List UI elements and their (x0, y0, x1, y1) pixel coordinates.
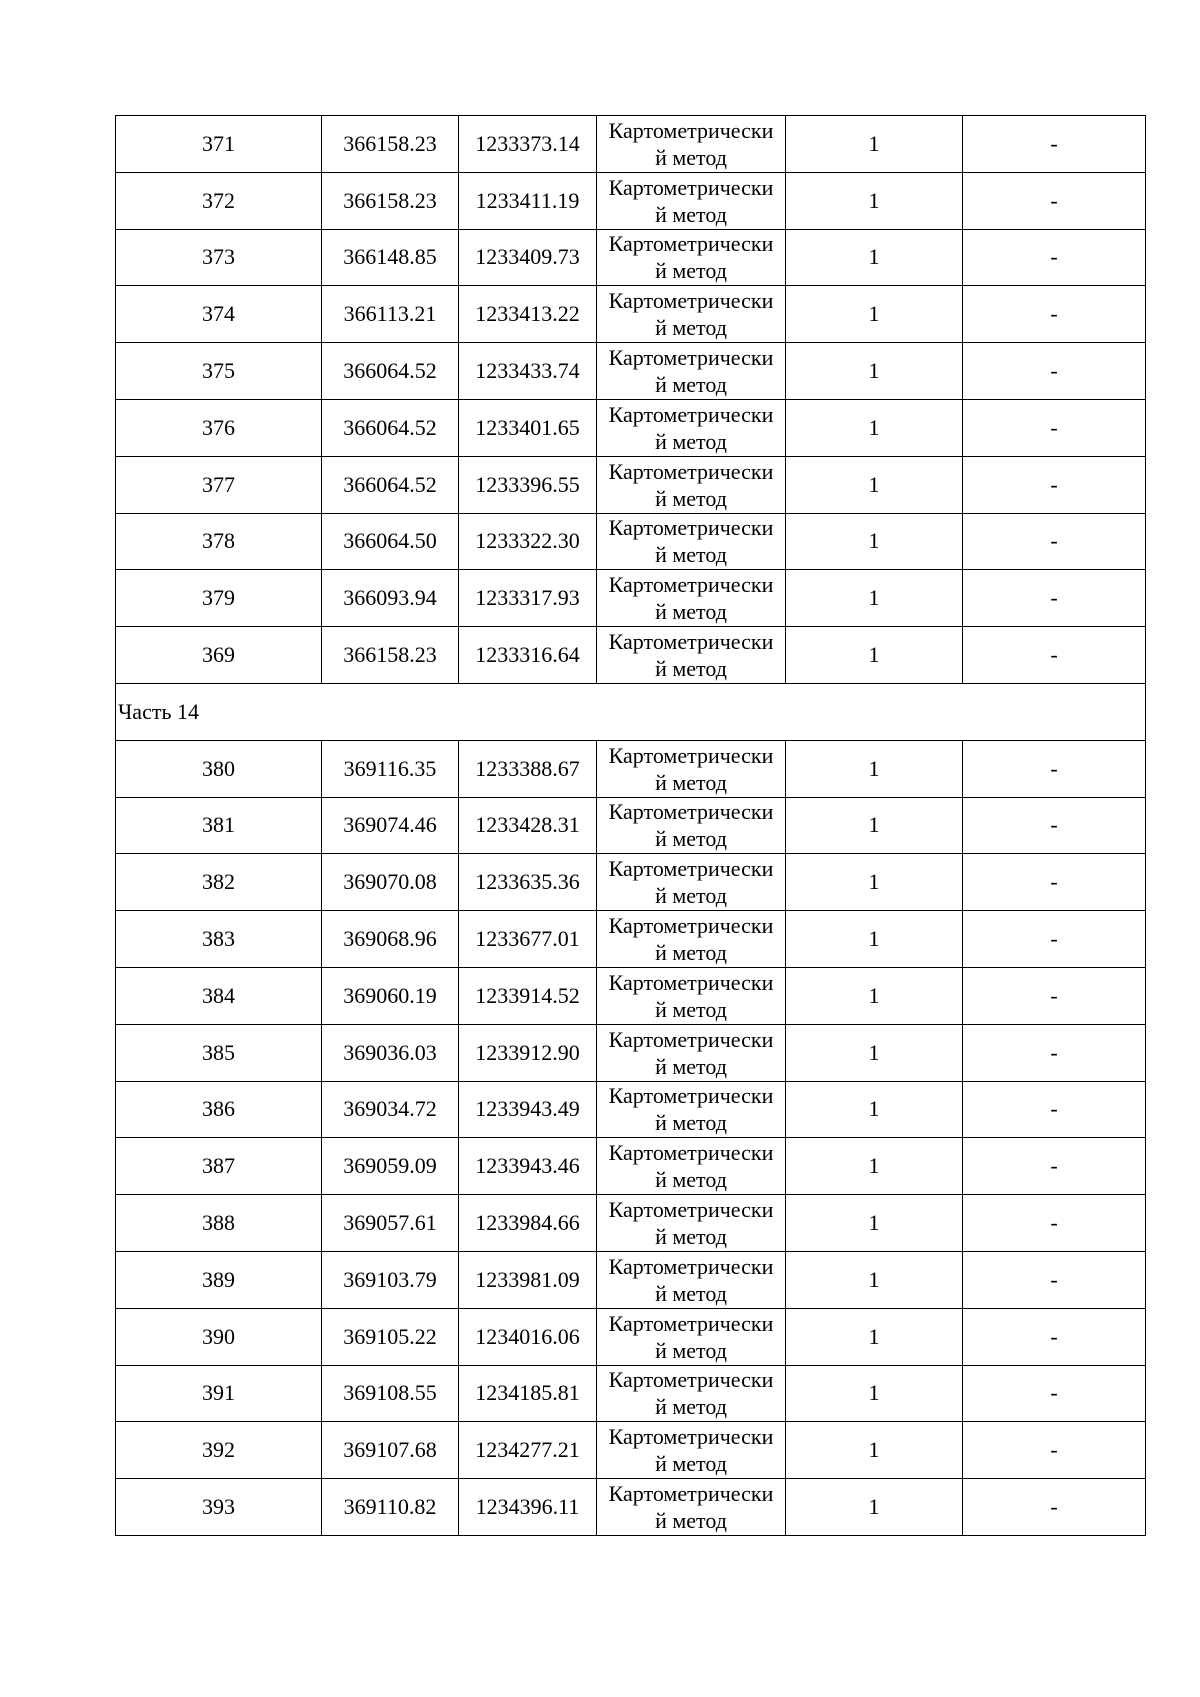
point-number-cell: 392 (116, 1422, 322, 1479)
method-text-line: й метод (655, 1110, 727, 1136)
table-row (116, 1138, 1146, 1195)
point-number-cell: 383 (116, 911, 322, 968)
point-number-cell: 384 (116, 967, 322, 1024)
table-row (116, 570, 1146, 627)
y-coordinate-cell: 1234277.21 (459, 1422, 597, 1479)
x-coordinate-cell: 369059.09 (322, 1138, 459, 1195)
method-cell (597, 740, 786, 797)
y-coordinate-cell: 1234396.11 (459, 1479, 597, 1536)
method-cell (597, 399, 786, 456)
method-text-line: й метод (655, 258, 727, 284)
x-coordinate-cell: 369060.19 (322, 967, 459, 1024)
method-cell (597, 1308, 786, 1365)
note-cell: - (963, 1251, 1146, 1308)
accuracy-cell: 1 (786, 1479, 963, 1536)
y-coordinate-cell: 1233981.09 (459, 1251, 597, 1308)
y-coordinate-cell: 1233943.46 (459, 1138, 597, 1195)
note-cell: - (963, 1024, 1146, 1081)
x-coordinate-cell: 369057.61 (322, 1195, 459, 1252)
coordinates-table (115, 115, 1146, 1536)
accuracy-cell: 1 (786, 911, 963, 968)
method-text-line: й метод (655, 1451, 727, 1477)
point-number-cell: 387 (116, 1138, 322, 1195)
x-coordinate-cell: 369110.82 (322, 1479, 459, 1536)
point-number-cell: 390 (116, 1308, 322, 1365)
method-text-line: Картометрически (608, 1253, 774, 1279)
y-coordinate-cell: 1233984.66 (459, 1195, 597, 1252)
table-row (116, 1195, 1146, 1252)
method-text-line: Картометрически (608, 742, 774, 768)
point-number-cell: 376 (116, 399, 322, 456)
table-row (116, 513, 1146, 570)
point-number-cell: 374 (116, 286, 322, 343)
x-coordinate-cell: 369116.35 (322, 740, 459, 797)
method-text-line: Картометрически (608, 1424, 774, 1450)
table-row (116, 172, 1146, 229)
accuracy-cell: 1 (786, 172, 963, 229)
section-label: Часть 14 (116, 683, 1146, 740)
x-coordinate-cell: 369068.96 (322, 911, 459, 968)
table-row (116, 740, 1146, 797)
x-coordinate-cell: 369034.72 (322, 1081, 459, 1138)
method-text-line: й метод (655, 1394, 727, 1420)
y-coordinate-cell: 1233316.64 (459, 627, 597, 684)
accuracy-cell: 1 (786, 1308, 963, 1365)
note-cell: - (963, 967, 1146, 1024)
note-cell: - (963, 627, 1146, 684)
table-row (116, 797, 1146, 854)
point-number-cell: 380 (116, 740, 322, 797)
method-cell (597, 1081, 786, 1138)
accuracy-cell: 1 (786, 1365, 963, 1422)
method-cell (597, 456, 786, 513)
method-cell (597, 116, 786, 173)
method-text-line: й метод (655, 1508, 727, 1534)
method-text-line: й метод (655, 1053, 727, 1079)
y-coordinate-cell: 1233373.14 (459, 116, 597, 173)
point-number-cell: 393 (116, 1479, 322, 1536)
y-coordinate-cell: 1233914.52 (459, 967, 597, 1024)
y-coordinate-cell: 1234016.06 (459, 1308, 597, 1365)
table-row (116, 967, 1146, 1024)
method-cell (597, 1195, 786, 1252)
x-coordinate-cell: 366158.23 (322, 172, 459, 229)
method-cell (597, 1138, 786, 1195)
x-coordinate-cell: 369036.03 (322, 1024, 459, 1081)
note-cell: - (963, 456, 1146, 513)
method-cell (597, 967, 786, 1024)
method-cell (597, 286, 786, 343)
method-text-line: Картометрически (608, 1140, 774, 1166)
accuracy-cell: 1 (786, 1024, 963, 1081)
accuracy-cell: 1 (786, 456, 963, 513)
x-coordinate-cell: 369108.55 (322, 1365, 459, 1422)
note-cell: - (963, 116, 1146, 173)
y-coordinate-cell: 1233317.93 (459, 570, 597, 627)
method-text-line: й метод (655, 1167, 727, 1193)
x-coordinate-cell: 369103.79 (322, 1251, 459, 1308)
y-coordinate-cell: 1234185.81 (459, 1365, 597, 1422)
table-row (116, 456, 1146, 513)
method-text-line: Картометрически (608, 117, 774, 143)
method-text-line: й метод (655, 769, 727, 795)
point-number-cell: 373 (116, 229, 322, 286)
y-coordinate-cell: 1233413.22 (459, 286, 597, 343)
x-coordinate-cell: 366158.23 (322, 116, 459, 173)
accuracy-cell: 1 (786, 229, 963, 286)
table-row (116, 911, 1146, 968)
note-cell: - (963, 1365, 1146, 1422)
method-text-line: й метод (655, 315, 727, 341)
note-cell: - (963, 399, 1146, 456)
method-cell (597, 229, 786, 286)
table-row (116, 1251, 1146, 1308)
method-text-line: Картометрически (608, 1083, 774, 1109)
note-cell: - (963, 740, 1146, 797)
y-coordinate-cell: 1233677.01 (459, 911, 597, 968)
point-number-cell: 378 (116, 513, 322, 570)
point-number-cell: 371 (116, 116, 322, 173)
accuracy-cell: 1 (786, 1081, 963, 1138)
method-cell (597, 854, 786, 911)
method-text-line: й метод (655, 826, 727, 852)
table-row (116, 399, 1146, 456)
y-coordinate-cell: 1233411.19 (459, 172, 597, 229)
accuracy-cell: 1 (786, 1138, 963, 1195)
method-text-line: Картометрически (608, 174, 774, 200)
point-number-cell: 379 (116, 570, 322, 627)
note-cell: - (963, 343, 1146, 400)
note-cell: - (963, 1422, 1146, 1479)
method-text-line: Картометрически (608, 969, 774, 995)
accuracy-cell: 1 (786, 343, 963, 400)
x-coordinate-cell: 369074.46 (322, 797, 459, 854)
method-text-line: й метод (655, 201, 727, 227)
note-cell: - (963, 1195, 1146, 1252)
note-cell: - (963, 1138, 1146, 1195)
method-text-line: Картометрически (608, 401, 774, 427)
point-number-cell: 388 (116, 1195, 322, 1252)
note-cell: - (963, 911, 1146, 968)
accuracy-cell: 1 (786, 570, 963, 627)
method-text-line: Картометрически (608, 1367, 774, 1393)
y-coordinate-cell: 1233428.31 (459, 797, 597, 854)
accuracy-cell: 1 (786, 967, 963, 1024)
method-cell (597, 513, 786, 570)
y-coordinate-cell: 1233433.74 (459, 343, 597, 400)
x-coordinate-cell: 366064.52 (322, 456, 459, 513)
x-coordinate-cell: 366158.23 (322, 627, 459, 684)
note-cell: - (963, 513, 1146, 570)
note-cell: - (963, 797, 1146, 854)
method-cell (597, 172, 786, 229)
accuracy-cell: 1 (786, 627, 963, 684)
table-row (116, 1081, 1146, 1138)
method-text-line: й метод (655, 1280, 727, 1306)
y-coordinate-cell: 1233322.30 (459, 513, 597, 570)
accuracy-cell: 1 (786, 116, 963, 173)
x-coordinate-cell: 366093.94 (322, 570, 459, 627)
table-row (116, 854, 1146, 911)
note-cell: - (963, 286, 1146, 343)
point-number-cell: 372 (116, 172, 322, 229)
accuracy-cell: 1 (786, 1195, 963, 1252)
method-text-line: Картометрически (608, 629, 774, 655)
accuracy-cell: 1 (786, 399, 963, 456)
y-coordinate-cell: 1233388.67 (459, 740, 597, 797)
y-coordinate-cell: 1233635.36 (459, 854, 597, 911)
table-row (116, 627, 1146, 684)
method-text-line: й метод (655, 144, 727, 170)
point-number-cell: 381 (116, 797, 322, 854)
y-coordinate-cell: 1233912.90 (459, 1024, 597, 1081)
method-text-line: Картометрически (608, 345, 774, 371)
table-row (116, 229, 1146, 286)
point-number-cell: 389 (116, 1251, 322, 1308)
table-row (116, 1024, 1146, 1081)
y-coordinate-cell: 1233943.49 (459, 1081, 597, 1138)
note-cell: - (963, 570, 1146, 627)
accuracy-cell: 1 (786, 740, 963, 797)
method-text-line: Картометрически (608, 515, 774, 541)
accuracy-cell: 1 (786, 513, 963, 570)
note-cell: - (963, 172, 1146, 229)
note-cell: - (963, 1308, 1146, 1365)
method-cell (597, 911, 786, 968)
method-text-line: й метод (655, 1337, 727, 1363)
x-coordinate-cell: 366064.52 (322, 343, 459, 400)
method-text-line: й метод (655, 599, 727, 625)
point-number-cell: 377 (116, 456, 322, 513)
method-text-line: й метод (655, 428, 727, 454)
table-row (116, 1422, 1146, 1479)
note-cell: - (963, 1479, 1146, 1536)
x-coordinate-cell: 369105.22 (322, 1308, 459, 1365)
table-row (116, 343, 1146, 400)
method-cell (597, 1251, 786, 1308)
method-text-line: й метод (655, 996, 727, 1022)
method-text-line: Картометрически (608, 458, 774, 484)
y-coordinate-cell: 1233409.73 (459, 229, 597, 286)
method-text-line: й метод (655, 1224, 727, 1250)
point-number-cell: 375 (116, 343, 322, 400)
x-coordinate-cell: 369107.68 (322, 1422, 459, 1479)
method-cell (597, 797, 786, 854)
accuracy-cell: 1 (786, 1422, 963, 1479)
section-row (116, 683, 1146, 740)
method-cell (597, 1024, 786, 1081)
accuracy-cell: 1 (786, 854, 963, 911)
x-coordinate-cell: 369070.08 (322, 854, 459, 911)
method-cell (597, 570, 786, 627)
method-text-line: Картометрически (608, 1026, 774, 1052)
table-row (116, 286, 1146, 343)
method-cell (597, 343, 786, 400)
note-cell: - (963, 1081, 1146, 1138)
table-row (116, 1365, 1146, 1422)
method-text-line: й метод (655, 940, 727, 966)
method-text-line: й метод (655, 485, 727, 511)
method-text-line: й метод (655, 656, 727, 682)
y-coordinate-cell: 1233401.65 (459, 399, 597, 456)
accuracy-cell: 1 (786, 1251, 963, 1308)
method-cell (597, 1365, 786, 1422)
method-text-line: Картометрически (608, 913, 774, 939)
method-text-line: й метод (655, 542, 727, 568)
method-text-line: Картометрически (608, 231, 774, 257)
method-text-line: Картометрически (608, 1481, 774, 1507)
method-cell (597, 1479, 786, 1536)
point-number-cell: 369 (116, 627, 322, 684)
point-number-cell: 382 (116, 854, 322, 911)
table-body (116, 116, 1146, 1536)
x-coordinate-cell: 366064.52 (322, 399, 459, 456)
method-text-line: Картометрически (608, 1197, 774, 1223)
table-row (116, 1479, 1146, 1536)
table-row (116, 116, 1146, 173)
method-cell (597, 1422, 786, 1479)
method-text-line: й метод (655, 883, 727, 909)
y-coordinate-cell: 1233396.55 (459, 456, 597, 513)
accuracy-cell: 1 (786, 797, 963, 854)
method-text-line: Картометрически (608, 572, 774, 598)
note-cell: - (963, 854, 1146, 911)
method-text-line: Картометрически (608, 856, 774, 882)
method-text-line: Картометрически (608, 288, 774, 314)
accuracy-cell: 1 (786, 286, 963, 343)
point-number-cell: 391 (116, 1365, 322, 1422)
point-number-cell: 385 (116, 1024, 322, 1081)
method-text-line: й метод (655, 372, 727, 398)
method-text-line: Картометрически (608, 1310, 774, 1336)
note-cell: - (963, 229, 1146, 286)
point-number-cell: 386 (116, 1081, 322, 1138)
x-coordinate-cell: 366148.85 (322, 229, 459, 286)
x-coordinate-cell: 366064.50 (322, 513, 459, 570)
x-coordinate-cell: 366113.21 (322, 286, 459, 343)
method-text-line: Картометрически (608, 799, 774, 825)
table-row (116, 1308, 1146, 1365)
method-cell (597, 627, 786, 684)
